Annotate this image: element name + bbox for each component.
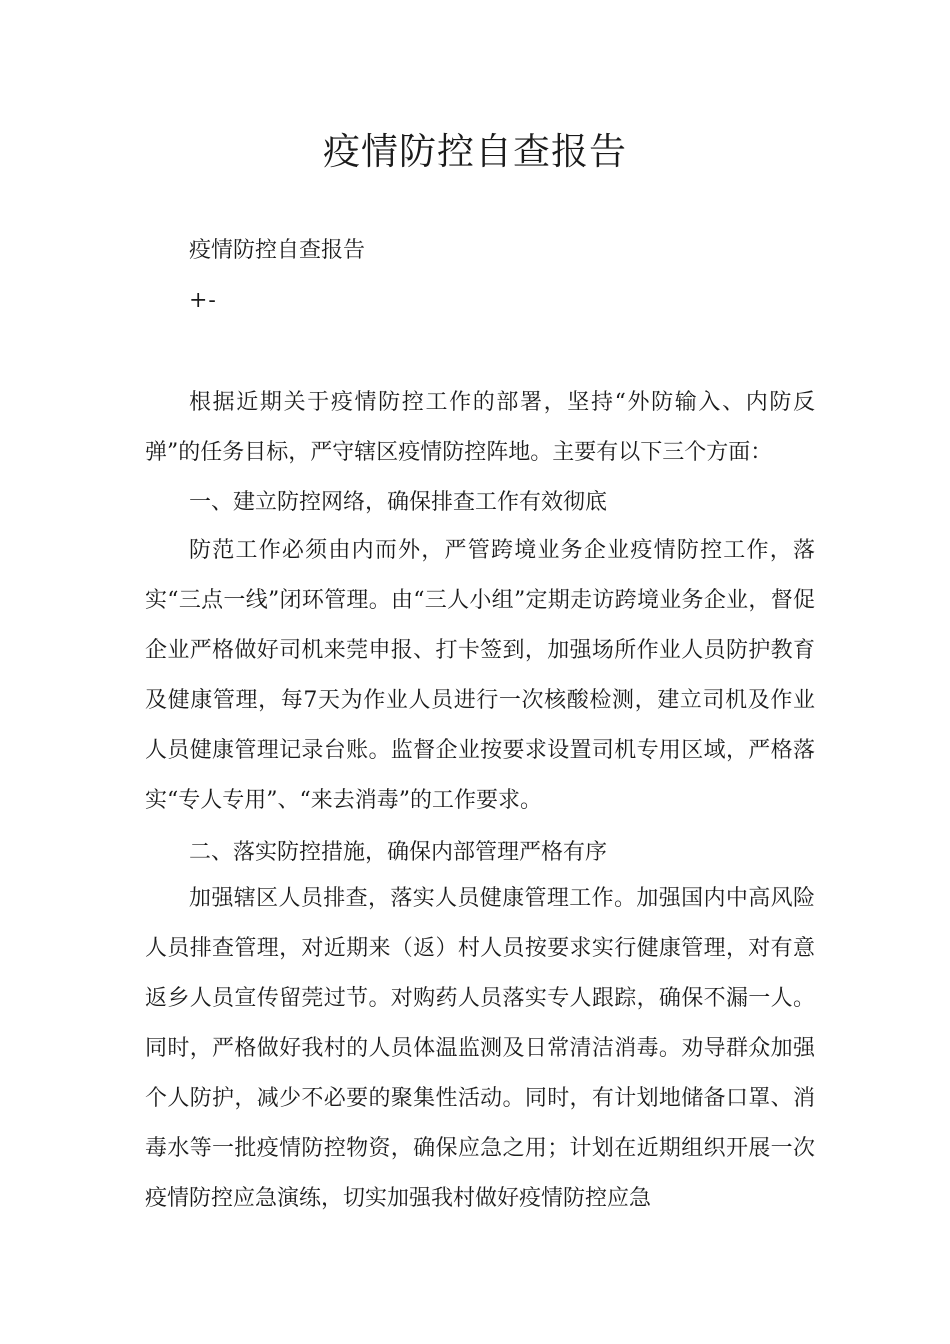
document-subtitle: 疫情防控自查报告 bbox=[189, 238, 366, 263]
intro-paragraph: 根据近期关于疫情防控工作的部署，坚持“外防输入、内防反弹”的任务目标，严守辖区疫情防控阵地。主要有以下三个方面： bbox=[145, 390, 815, 465]
section-2-paragraph: 加强辖区人员排查，落实人员健康管理工作。加强国内中高风险人员排查管理，对近期来（返）村人员按要求实行健康管理，对有意返乡人员宣传留莞过节。对购药人员落实专人跟踪，确保不漏一人。同时，严格做好我村的人员体温监测及日常清洁消毒。劝导群众加强个人防护，减少不必要的聚集性活动。同时，有计划地储备口罩、消毒水等一批疫情防控物资，确保应急之用；计划在近期组织开展一次疫情防控应急演练，切实加强我村做好疫情防控应急 bbox=[145, 886, 815, 1211]
section-marker: +- bbox=[189, 288, 217, 313]
section-1-paragraph: 防范工作必须由内而外，严管跨境业务企业疫情防控工作，落实“三点一线”闭环管理。由“三人小组”定期走访跨境业务企业，督促企业严格做好司机来莞申报、打卡签到，加强场所作业人员防护教育及健康管理，每7天为作业人员进行一次核酸检测，建立司机及作业人员健康管理记录台账。监督企业按要求设置司机专用区域，严格落实“专人专用”、“来去消毒”的工作要求。 bbox=[145, 538, 815, 813]
section-heading-2: 二、落实防控措施，确保内部管理严格有序 bbox=[189, 840, 608, 865]
document-title: 疫情防控自查报告 bbox=[323, 130, 627, 173]
section-heading-1: 一、建立防控网络，确保排查工作有效彻底 bbox=[189, 490, 608, 515]
